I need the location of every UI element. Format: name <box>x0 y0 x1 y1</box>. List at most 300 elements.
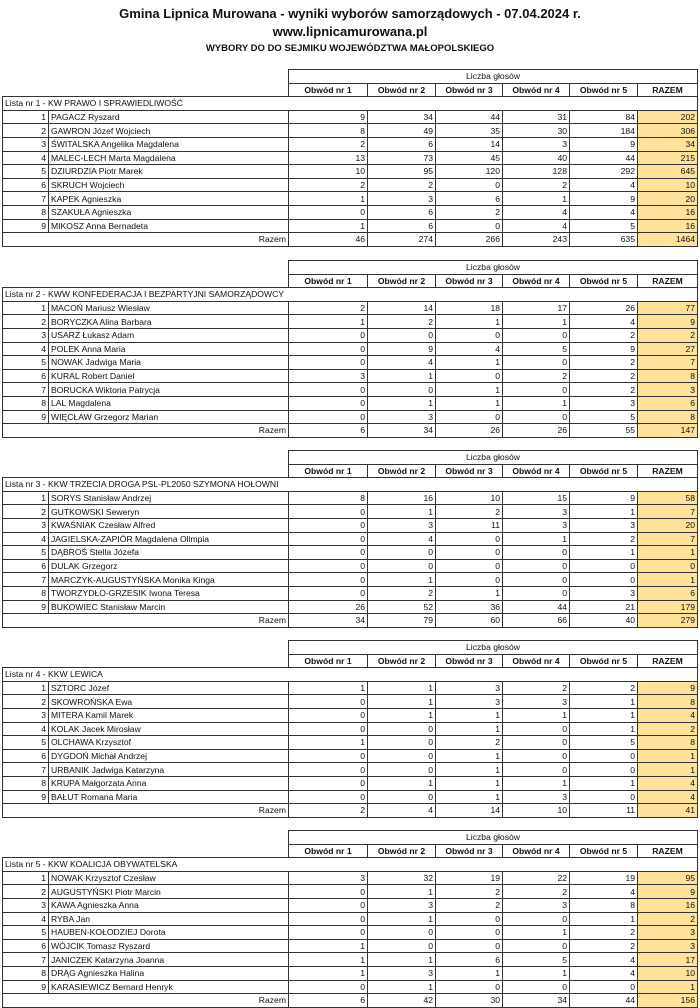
column-header-obwod-3: Obwód nr 3 <box>436 83 503 97</box>
column-header-obwod-2: Obwód nr 2 <box>368 654 436 668</box>
column-header-obwod-1: Obwód nr 1 <box>289 83 368 97</box>
candidate-total-votes: 1 <box>638 980 698 994</box>
district-votes: 9 <box>570 342 638 356</box>
candidate-name: KURAL Robert Daniel <box>49 369 289 383</box>
district-votes: 3 <box>368 966 436 980</box>
candidate-total-votes: 17 <box>638 953 698 967</box>
candidate-number: 1 <box>3 871 49 885</box>
district-votes: 0 <box>570 573 638 587</box>
column-header-obwod-2: Obwód nr 2 <box>368 83 436 97</box>
district-votes: 9 <box>368 342 436 356</box>
column-header-obwod-3: Obwód nr 3 <box>436 274 503 288</box>
district-votes: 1 <box>436 315 503 329</box>
list-name: Lista nr 2 - KWW KONFEDERACJA I BEZPARTYJNI SAMORZĄDOWCY <box>3 288 698 302</box>
totals-label: Razem <box>3 614 289 628</box>
votes-caption: Liczba głosów <box>289 451 698 465</box>
column-header-obwod-3: Obwód nr 3 <box>436 844 503 858</box>
district-votes: 11 <box>436 518 503 532</box>
candidate-total-votes: 8 <box>638 695 698 709</box>
blank-cell <box>3 451 289 465</box>
candidate-total-votes: 27 <box>638 342 698 356</box>
candidate-total-votes: 9 <box>638 681 698 695</box>
candidate-row <box>3 137 698 151</box>
district-votes: 1 <box>368 695 436 709</box>
district-votes: 0 <box>289 559 368 573</box>
district-votes: 1 <box>436 763 503 777</box>
district-votes: 3 <box>570 396 638 410</box>
candidate-total-votes: 0 <box>638 559 698 573</box>
column-header-obwod-4: Obwód nr 4 <box>503 83 570 97</box>
candidate-number: 2 <box>3 885 49 899</box>
district-votes: 0 <box>503 573 570 587</box>
district-votes: 0 <box>289 546 368 560</box>
totals-row <box>3 233 698 247</box>
district-votes: 36 <box>436 600 503 614</box>
district-votes: 0 <box>289 396 368 410</box>
district-total: 44 <box>570 994 638 1008</box>
district-total: 79 <box>368 614 436 628</box>
column-header-row <box>3 83 698 97</box>
candidate-row <box>3 151 698 165</box>
district-votes: 2 <box>436 736 503 750</box>
district-votes: 0 <box>503 559 570 573</box>
candidate-name: KARASIEWICZ Bernard Henryk <box>49 980 289 994</box>
totals-row <box>3 614 698 628</box>
candidate-name: KOLAK Jacek Mirosław <box>49 722 289 736</box>
column-header-obwod-1: Obwód nr 1 <box>289 274 368 288</box>
district-votes: 18 <box>436 301 503 315</box>
district-votes: 0 <box>436 912 503 926</box>
district-total: 26 <box>503 424 570 438</box>
district-votes: 1 <box>289 966 368 980</box>
district-votes: 1 <box>289 953 368 967</box>
district-votes: 0 <box>289 205 368 219</box>
blank-cell <box>3 654 289 668</box>
candidate-number: 9 <box>3 980 49 994</box>
caption-row <box>3 831 698 845</box>
district-votes: 0 <box>368 763 436 777</box>
votes-caption: Liczba głosów <box>289 831 698 845</box>
candidate-row <box>3 205 698 219</box>
candidate-row <box>3 586 698 600</box>
district-votes: 0 <box>289 912 368 926</box>
candidate-number: 3 <box>3 518 49 532</box>
candidate-name: SZTORC Józef <box>49 681 289 695</box>
district-votes: 3 <box>503 137 570 151</box>
candidate-name: LAL Magdalena <box>49 396 289 410</box>
list-results-table <box>2 450 697 628</box>
list-name: Lista nr 3 - KKW TRZECIA DROGA PSL-PL2050 SZYMONA HOŁOWNI <box>3 478 698 492</box>
district-votes: 2 <box>368 315 436 329</box>
column-header-row <box>3 844 698 858</box>
district-votes: 0 <box>503 586 570 600</box>
candidate-name: KAPEK Agnieszka <box>49 192 289 206</box>
website-url[interactable]: www.lipnicamurowana.pl <box>272 24 428 39</box>
candidate-row <box>3 926 698 940</box>
candidate-row <box>3 749 698 763</box>
candidate-total-votes: 10 <box>638 178 698 192</box>
district-votes: 1 <box>289 736 368 750</box>
candidate-row <box>3 871 698 885</box>
district-votes: 1 <box>503 396 570 410</box>
district-votes: 5 <box>570 736 638 750</box>
district-votes: 1 <box>436 396 503 410</box>
candidate-row <box>3 708 698 722</box>
district-votes: 1 <box>368 505 436 519</box>
district-votes: 9 <box>570 192 638 206</box>
candidate-total-votes: 215 <box>638 151 698 165</box>
column-header-razem: RAZEM <box>638 844 698 858</box>
candidate-row <box>3 559 698 573</box>
district-votes: 4 <box>436 342 503 356</box>
district-votes: 15 <box>503 491 570 505</box>
candidate-total-votes: 8 <box>638 410 698 424</box>
candidate-total-votes: 7 <box>638 505 698 519</box>
candidate-total-votes: 4 <box>638 776 698 790</box>
district-votes: 1 <box>503 708 570 722</box>
list-grand-total: 147 <box>638 424 698 438</box>
candidate-number: 6 <box>3 559 49 573</box>
candidate-number: 5 <box>3 165 49 179</box>
candidate-number: 3 <box>3 137 49 151</box>
candidate-total-votes: 8 <box>638 369 698 383</box>
district-votes: 19 <box>436 871 503 885</box>
district-total: 274 <box>368 233 436 247</box>
candidate-name: BUKOWIEC Stanisław Marcin <box>49 600 289 614</box>
district-votes: 2 <box>570 926 638 940</box>
candidate-name: URBANIK Jadwiga Katarzyna <box>49 763 289 777</box>
district-votes: 0 <box>289 749 368 763</box>
candidate-total-votes: 1 <box>638 749 698 763</box>
totals-row <box>3 994 698 1008</box>
column-header-obwod-1: Obwód nr 1 <box>289 844 368 858</box>
district-total: 26 <box>436 424 503 438</box>
district-votes: 0 <box>289 926 368 940</box>
district-votes: 6 <box>368 205 436 219</box>
candidate-name: MARCZYK-AUGUSTYŃSKA Monika Kinga <box>49 573 289 587</box>
candidate-total-votes: 1 <box>638 546 698 560</box>
column-header-obwod-5: Obwód nr 5 <box>570 844 638 858</box>
totals-label: Razem <box>3 233 289 247</box>
candidate-number: 5 <box>3 736 49 750</box>
district-votes: 2 <box>503 681 570 695</box>
candidate-row <box>3 763 698 777</box>
district-votes: 1 <box>368 396 436 410</box>
candidate-row <box>3 165 698 179</box>
column-header-obwod-4: Obwód nr 4 <box>503 654 570 668</box>
district-votes: 0 <box>289 532 368 546</box>
candidate-total-votes: 6 <box>638 586 698 600</box>
district-votes: 0 <box>503 736 570 750</box>
candidate-name: MIKOSZ Anna Bernadeta <box>49 219 289 233</box>
district-votes: 0 <box>368 790 436 804</box>
candidate-row <box>3 600 698 614</box>
district-votes: 40 <box>503 151 570 165</box>
district-votes: 1 <box>289 315 368 329</box>
candidate-number: 8 <box>3 586 49 600</box>
district-votes: 14 <box>368 301 436 315</box>
district-total: 42 <box>368 994 436 1008</box>
district-votes: 3 <box>368 898 436 912</box>
list-grand-total: 279 <box>638 614 698 628</box>
column-header-row <box>3 654 698 668</box>
district-votes: 0 <box>503 763 570 777</box>
district-votes: 0 <box>368 926 436 940</box>
district-votes: 1 <box>503 926 570 940</box>
candidate-number: 1 <box>3 301 49 315</box>
candidate-name: WÓJCIK Tomasz Ryszard <box>49 939 289 953</box>
list-results-table <box>2 830 697 1008</box>
district-votes: 2 <box>570 356 638 370</box>
column-header-obwod-5: Obwód nr 5 <box>570 274 638 288</box>
candidate-number: 6 <box>3 749 49 763</box>
district-votes: 0 <box>436 328 503 342</box>
district-votes: 0 <box>503 410 570 424</box>
candidate-row <box>3 328 698 342</box>
column-header-row <box>3 464 698 478</box>
candidate-row <box>3 939 698 953</box>
column-header-obwod-2: Obwód nr 2 <box>368 464 436 478</box>
district-votes: 16 <box>368 491 436 505</box>
candidate-name: NOWAK Jadwiga Maria <box>49 356 289 370</box>
candidate-number: 3 <box>3 328 49 342</box>
candidate-total-votes: 202 <box>638 110 698 124</box>
district-votes: 35 <box>436 124 503 138</box>
district-votes: 26 <box>570 301 638 315</box>
district-votes: 0 <box>436 219 503 233</box>
candidate-number: 4 <box>3 722 49 736</box>
candidate-total-votes: 179 <box>638 600 698 614</box>
district-total: 34 <box>368 424 436 438</box>
candidate-number: 1 <box>3 681 49 695</box>
blank-cell <box>3 844 289 858</box>
district-votes: 45 <box>436 151 503 165</box>
candidate-name: DRĄG Agnieszka Halina <box>49 966 289 980</box>
district-votes: 5 <box>570 410 638 424</box>
candidate-row <box>3 532 698 546</box>
column-header-row <box>3 274 698 288</box>
candidate-total-votes: 3 <box>638 926 698 940</box>
candidate-name: ŚWITALSKA Angelika Magdalena <box>49 137 289 151</box>
district-votes: 19 <box>570 871 638 885</box>
district-votes: 3 <box>289 369 368 383</box>
candidate-number: 2 <box>3 315 49 329</box>
district-votes: 1 <box>570 912 638 926</box>
district-votes: 14 <box>436 137 503 151</box>
candidate-total-votes: 2 <box>638 912 698 926</box>
district-votes: 0 <box>570 980 638 994</box>
district-votes: 0 <box>289 328 368 342</box>
district-votes: 1 <box>570 776 638 790</box>
district-votes: 0 <box>436 546 503 560</box>
candidate-name: WIĘCŁAW Grzegorz Marian <box>49 410 289 424</box>
candidate-name: GAWRON Józef Wojciech <box>49 124 289 138</box>
caption-row <box>3 70 698 84</box>
district-votes: 1 <box>368 681 436 695</box>
candidate-name: KRUPA Małgorzata Anna <box>49 776 289 790</box>
district-total: 66 <box>503 614 570 628</box>
district-votes: 3 <box>368 518 436 532</box>
candidate-total-votes: 645 <box>638 165 698 179</box>
district-votes: 3 <box>570 586 638 600</box>
candidate-row <box>3 546 698 560</box>
candidate-total-votes: 1 <box>638 763 698 777</box>
district-votes: 2 <box>570 383 638 397</box>
list-name-row <box>3 478 698 492</box>
list-name: Lista nr 1 - KW PRAWO I SPRAWIEDLIWOŚĆ <box>3 97 698 111</box>
district-votes: 1 <box>368 912 436 926</box>
district-votes: 1 <box>570 708 638 722</box>
district-total: 34 <box>289 614 368 628</box>
candidate-name: MITERA Kamil Marek <box>49 708 289 722</box>
candidate-total-votes: 4 <box>638 708 698 722</box>
candidate-total-votes: 2 <box>638 722 698 736</box>
district-votes: 0 <box>289 980 368 994</box>
candidate-name: GUTKOWSKI Seweryn <box>49 505 289 519</box>
candidate-name: SKOWROŃSKA Ewa <box>49 695 289 709</box>
candidate-name: KWAŚNIAK Czesław Alfred <box>49 518 289 532</box>
district-votes: 0 <box>436 410 503 424</box>
district-votes: 1 <box>436 586 503 600</box>
candidate-number: 7 <box>3 383 49 397</box>
district-votes: 8 <box>289 491 368 505</box>
district-total: 635 <box>570 233 638 247</box>
district-votes: 44 <box>570 151 638 165</box>
candidate-number: 4 <box>3 342 49 356</box>
district-votes: 3 <box>503 695 570 709</box>
candidate-number: 4 <box>3 912 49 926</box>
caption-row <box>3 451 698 465</box>
district-votes: 4 <box>570 953 638 967</box>
candidate-number: 5 <box>3 926 49 940</box>
district-votes: 1 <box>368 776 436 790</box>
district-votes: 1 <box>436 383 503 397</box>
district-votes: 0 <box>503 546 570 560</box>
district-votes: 1 <box>503 315 570 329</box>
candidate-total-votes: 8 <box>638 736 698 750</box>
district-votes: 0 <box>289 383 368 397</box>
candidate-number: 4 <box>3 532 49 546</box>
candidate-number: 3 <box>3 708 49 722</box>
candidate-name: OLCHAWA Krzysztof <box>49 736 289 750</box>
list-grand-total: 41 <box>638 804 698 818</box>
district-total: 6 <box>289 424 368 438</box>
column-header-obwod-3: Obwód nr 3 <box>436 464 503 478</box>
candidate-number: 8 <box>3 396 49 410</box>
district-votes: 3 <box>503 898 570 912</box>
candidate-row <box>3 491 698 505</box>
candidate-number: 7 <box>3 573 49 587</box>
totals-row <box>3 804 698 818</box>
candidate-name: DYGDOŃ Michał Andrzej <box>49 749 289 763</box>
district-votes: 0 <box>503 912 570 926</box>
candidate-total-votes: 16 <box>638 898 698 912</box>
list-name: Lista nr 4 - KKW LEWICA <box>3 668 698 682</box>
candidate-row <box>3 912 698 926</box>
district-votes: 34 <box>368 110 436 124</box>
district-votes: 32 <box>368 871 436 885</box>
district-votes: 0 <box>289 708 368 722</box>
district-votes: 3 <box>368 192 436 206</box>
district-votes: 2 <box>570 369 638 383</box>
district-votes: 44 <box>436 110 503 124</box>
district-votes: 10 <box>436 491 503 505</box>
district-votes: 2 <box>436 505 503 519</box>
list-name-row <box>3 668 698 682</box>
district-total: 34 <box>503 994 570 1008</box>
candidate-total-votes: 7 <box>638 356 698 370</box>
district-votes: 17 <box>503 301 570 315</box>
district-votes: 26 <box>289 600 368 614</box>
candidate-name: SORYS Stanisław Andrzej <box>49 491 289 505</box>
column-header-obwod-5: Obwód nr 5 <box>570 83 638 97</box>
blank-cell <box>3 83 289 97</box>
district-votes: 2 <box>289 301 368 315</box>
district-votes: 128 <box>503 165 570 179</box>
district-votes: 2 <box>289 178 368 192</box>
district-votes: 1 <box>436 708 503 722</box>
district-votes: 3 <box>570 518 638 532</box>
district-votes: 4 <box>368 356 436 370</box>
candidate-name: BORYCZKA Alina Barbara <box>49 315 289 329</box>
candidate-total-votes: 9 <box>638 885 698 899</box>
district-votes: 4 <box>503 219 570 233</box>
district-votes: 0 <box>289 898 368 912</box>
district-votes: 1 <box>570 695 638 709</box>
district-votes: 2 <box>436 885 503 899</box>
district-votes: 1 <box>436 776 503 790</box>
candidate-total-votes: 9 <box>638 315 698 329</box>
list-grand-total: 1464 <box>638 233 698 247</box>
district-votes: 3 <box>503 505 570 519</box>
candidate-number: 1 <box>3 491 49 505</box>
district-votes: 1 <box>570 546 638 560</box>
candidate-total-votes: 16 <box>638 205 698 219</box>
column-header-obwod-4: Obwód nr 4 <box>503 464 570 478</box>
district-votes: 73 <box>368 151 436 165</box>
district-votes: 3 <box>289 871 368 885</box>
district-votes: 1 <box>289 681 368 695</box>
district-votes: 0 <box>503 980 570 994</box>
candidate-number: 6 <box>3 369 49 383</box>
district-votes: 10 <box>289 165 368 179</box>
candidate-name: POLEK Anna Maria <box>49 342 289 356</box>
district-votes: 3 <box>368 410 436 424</box>
candidate-row <box>3 178 698 192</box>
district-votes: 3 <box>503 518 570 532</box>
district-votes: 1 <box>503 532 570 546</box>
district-votes: 1 <box>436 722 503 736</box>
blank-cell <box>3 641 289 655</box>
candidate-name: NOWAK Krzysztof Czesław <box>49 871 289 885</box>
column-header-obwod-1: Obwód nr 1 <box>289 654 368 668</box>
blank-cell <box>3 70 289 84</box>
candidate-row <box>3 124 698 138</box>
district-votes: 0 <box>368 939 436 953</box>
votes-caption: Liczba głosów <box>289 70 698 84</box>
caption-row <box>3 261 698 275</box>
candidate-name: MACOŃ Mariusz Wiesław <box>49 301 289 315</box>
candidate-total-votes: 4 <box>638 790 698 804</box>
district-votes: 0 <box>503 356 570 370</box>
candidate-name: DULAK Grzegorz <box>49 559 289 573</box>
blank-cell <box>3 831 289 845</box>
district-votes: 2 <box>368 586 436 600</box>
candidate-row <box>3 980 698 994</box>
district-votes: 0 <box>289 722 368 736</box>
candidate-number: 2 <box>3 505 49 519</box>
district-votes: 2 <box>570 681 638 695</box>
